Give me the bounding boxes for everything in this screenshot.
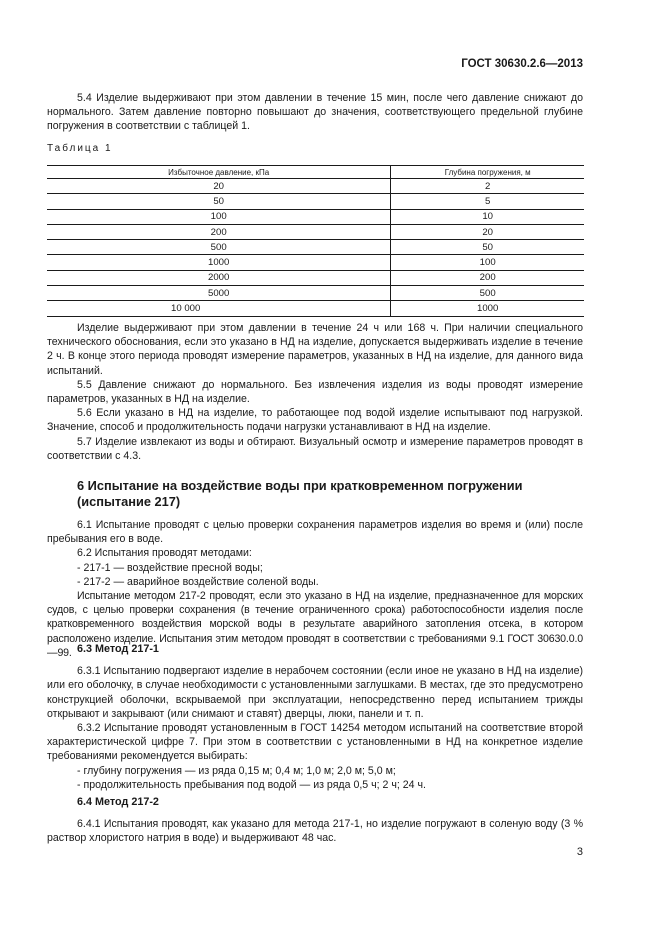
table-header-row bbox=[47, 166, 584, 179]
after-table-block bbox=[47, 321, 583, 463]
paragraph-6-1: 6.1 Испытание проводят с целью проверки сохранения параметров изделия во время и (или) после пребывания его в воде. bbox=[47, 519, 583, 546]
pressure-cell: 10 000 bbox=[47, 301, 391, 316]
section-6-block bbox=[47, 478, 583, 660]
table-row bbox=[47, 255, 584, 270]
depth-cell: 50 bbox=[391, 240, 584, 255]
section-6-3-heading: 6.3 Метод 217-1 bbox=[77, 643, 159, 655]
immersion-depth-item: - глубину погружения — из ряда 0,15 м; 0,4 м; 1,0 м; 2,0 м; 5,0 м; bbox=[77, 764, 396, 777]
pressure-cell: 50 bbox=[47, 194, 391, 209]
method-217-1-item: - 217-1 — воздействие пресной воды; bbox=[77, 561, 263, 574]
pressure-cell: 20 bbox=[47, 179, 391, 194]
pressure-cell: 500 bbox=[47, 240, 391, 255]
table-title: Таблица 1 bbox=[47, 143, 113, 154]
table-row bbox=[47, 194, 584, 209]
depth-cell: 10 bbox=[391, 209, 584, 224]
paragraph-method-217-2: Испытание методом 217-2 проводят, если это указано в НД на изделие, предназначенное для морских судов, с целью проверки сохранения (в течение ограниченного срока) работоспособности изделия после кратковременного воздействия морской воды в результате аварийного затопления отсека, в котором расположено изделие. Испытания этим методом проводят в соответствии с требованиями 9.1 ГОСТ 30630.0.0—99. bbox=[47, 590, 583, 659]
column-header-pressure: Избыточное давление, кПа bbox=[47, 166, 391, 179]
section-6-3-block bbox=[47, 642, 583, 792]
depth-cell: 100 bbox=[391, 255, 584, 270]
standard-code-header: ГОСТ 30630.2.6—2013 bbox=[461, 58, 583, 70]
depth-cell: 200 bbox=[391, 270, 584, 285]
pressure-cell: 2000 bbox=[47, 270, 391, 285]
page-number: 3 bbox=[576, 846, 583, 858]
section-6-heading: 6 Испытание на воздействие воды при кратковременном погружении (испытание 217) bbox=[77, 478, 523, 509]
pressure-cell: 5000 bbox=[47, 286, 391, 301]
depth-cell: 500 bbox=[391, 286, 584, 301]
section-6-4-block bbox=[47, 795, 583, 846]
pressure-cell: 200 bbox=[47, 224, 391, 239]
table-row bbox=[47, 286, 584, 301]
intro-block bbox=[47, 91, 583, 134]
paragraph-6-4-1: 6.4.1 Испытания проводят, как указано для метода 217-1, но изделие погружают в соленую воду (3 % раствор хлористого натрия в воде) и выдерживают 48 час. bbox=[47, 818, 583, 845]
column-header-depth: Глубина погружения, м bbox=[391, 166, 584, 179]
paragraph-6-2: 6.2 Испытания проводят методами: bbox=[77, 547, 252, 560]
duration-item: - продолжительность пребывания под водой — из ряда 0,5 ч; 2 ч; 24 ч. bbox=[77, 778, 426, 791]
paragraph-5-4: 5.4 Изделие выдерживают при этом давлении в течение 15 мин, после чего давление снижают до нормального. Затем давление повторно повышают до значения, соответствующего предельной глубине погружения в соответствии с таблицей 1. bbox=[47, 92, 583, 133]
table-row bbox=[47, 209, 584, 224]
paragraph-holding: Изделие выдерживают при этом давлении в течение 24 ч или 168 ч. При наличии специального технического обоснования, если это указано в НД на изделие, допускается выдерживать изделие в течение 2 ч. В конце этого периода проводят измерение параметров, указанных в НД на изделие, для данного вида испытаний. bbox=[47, 322, 583, 377]
depth-cell: 1000 bbox=[391, 301, 584, 316]
pressure-cell: 100 bbox=[47, 209, 391, 224]
section-6-4-heading: 6.4 Метод 217-2 bbox=[77, 796, 159, 808]
paragraph-5-6: 5.6 Если указано в НД на изделие, то работающее под водой изделие испытывают под нагрузкой. Значение, способ и продолжительность подачи нагрузки устанавливают в НД на изделие. bbox=[47, 407, 583, 434]
table-row bbox=[47, 240, 584, 255]
paragraph-5-5: 5.5 Давление снижают до нормального. Без извлечения изделия из воды проводят измерение параметров, указанных в НД на изделие. bbox=[47, 378, 583, 406]
method-217-2-item: - 217-2 — аварийное воздействие соленой воды. bbox=[77, 575, 319, 588]
table-row bbox=[47, 179, 584, 194]
depth-cell: 2 bbox=[391, 179, 584, 194]
table-1 bbox=[47, 165, 584, 317]
table-row bbox=[47, 301, 584, 316]
table-row bbox=[47, 224, 584, 239]
paragraph-5-7: 5.7 Изделие извлекают из воды и обтирают. Визуальный осмотр и измерение параметров проводят в соответствии с 4.3. bbox=[47, 435, 583, 462]
depth-cell: 20 bbox=[391, 224, 584, 239]
paragraph-6-3-2: 6.3.2 Испытание проводят установленным в ГОСТ 14254 методом испытаний на соответствие второй характеристической цифре 7. При этом в соответствии с установленными в НД на конкретное изделие требованиями рекомендуется выбирать: bbox=[47, 722, 583, 763]
paragraph-6-3-1: 6.3.1 Испытанию подвергают изделие в нерабочем состоянии (если иное не указано в НД на изделие) или его оболочку, в случае необходимости с установленными заглушками. В местах, где это предусмотрено конструкцией оболочки, вскрываемой при эксплуатации, непосредственно перед испытанием трижды открывают и закрывают (или снимают и ставят) дверцы, люки, панели и т. п. bbox=[47, 665, 583, 720]
table-row bbox=[47, 270, 584, 285]
pressure-cell: 1000 bbox=[47, 255, 391, 270]
depth-cell: 5 bbox=[391, 194, 584, 209]
